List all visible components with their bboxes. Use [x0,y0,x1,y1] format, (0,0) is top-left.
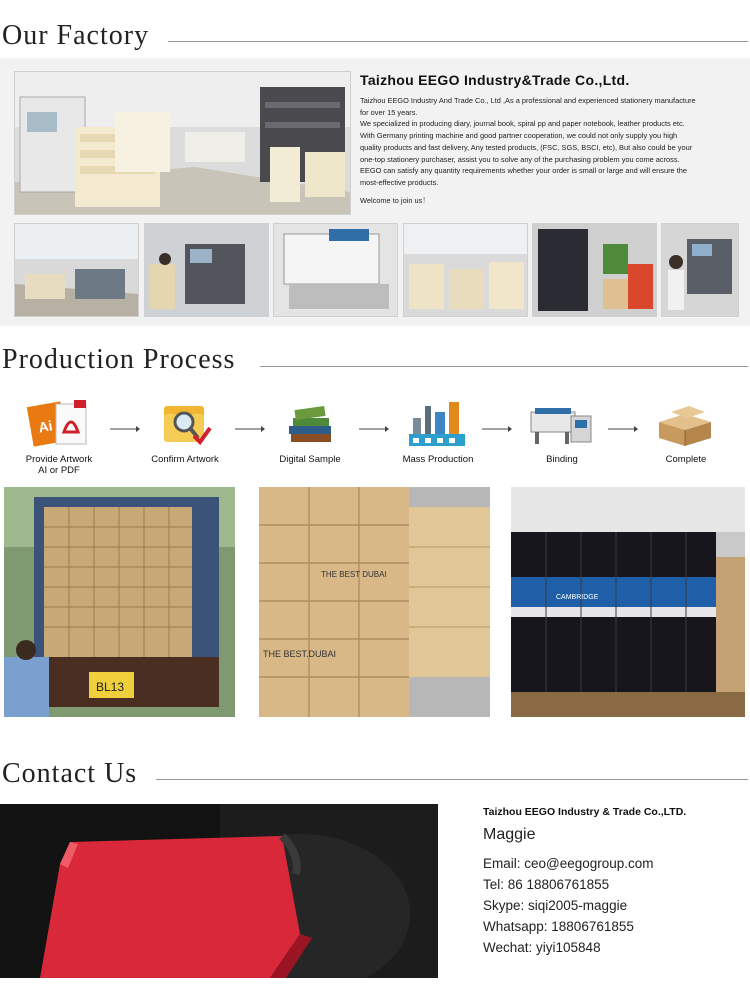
company-paragraph: We specialized in producing diary, journal book, spiral pp and paper notebook, leather products etc. With Germany printing machine and good partner cooperation, we could not only supply you high quality products and fast delivery, Any tested products, (FSC, SGS, BSCI, etc), But also could be your one-top stationery purchaser, assist you to solve any of the purchasing problem you come across. [360,119,693,164]
boxes-icon [651,398,721,450]
process-step-mass-production [383,398,493,465]
company-name: Taizhou EEGO Industry&Trade Co.,Ltd. [360,72,630,88]
contact-whatsapp: Whatsapp: 18806761855 [483,919,634,934]
pallet-boxes-photo [511,487,745,717]
factory-thumbnail-warehouse [14,223,139,317]
factory-icon [403,398,473,450]
boxes-warehouse-photo [259,487,490,717]
title-divider [260,366,748,367]
box-label-text: THE BEST.DUBAI [263,649,337,659]
title-divider [168,41,748,42]
contact-email[interactable]: Email: ceo@eegogroup.com [483,856,654,871]
books-icon [275,398,345,450]
process-step-label: Binding [546,454,578,465]
title-divider [156,779,748,780]
red-notebook-photo [0,804,438,978]
company-paragraph: EEGO can satisfy any quantity requirements whether your order is small or large and will ensure the most-effective products. [360,166,687,187]
company-paragraph: Taizhou EEGO Industry And Trade Co., Ltd ,As a professional and experienced stationery manufacture for over 15 years. [360,96,696,117]
process-step-label: Provide Artwork AI or PDF [25,454,93,476]
box-label-text: THE BEST DUBAI [321,570,387,579]
factory-main-photo [14,71,351,215]
process-step-label: Confirm Artwork [151,454,219,465]
section-title-process: Production Process [2,344,236,375]
section-title-factory: Our Factory [2,20,150,51]
container-loading-photo [4,487,235,717]
contact-tel: Tel: 86 18806761855 [483,877,610,892]
company-description [360,95,700,206]
folder-magnifier-icon [150,398,220,450]
contact-company: Taizhou EEGO Industry & Trade Co.,LTD. [483,806,687,818]
process-step-confirm [130,398,240,465]
process-step-label: Mass Production [402,454,474,465]
factory-thumbnail-machine [273,223,398,317]
binding-machine-icon [527,398,597,450]
process-step-artwork [4,398,114,476]
company-welcome: Welcome to join us！ [360,195,430,205]
process-step-complete [631,398,741,465]
contact-name: Maggie [483,826,536,843]
contact-skype: Skype: siqi2005-maggie [483,898,628,913]
factory-thumbnail-stock [403,223,528,317]
process-step-binding [507,398,617,465]
svg-text:Ai: Ai [37,417,54,436]
contact-wechat: Wechat: yiyi105848 [483,940,601,955]
factory-thumbnail-worker [144,223,269,317]
artwork-file-icon [24,398,94,450]
process-step-sample [255,398,365,465]
brand-text: CAMBRIDGE [556,594,599,601]
plate-text: BL13 [96,680,125,694]
factory-thumbnail-boxes [532,223,657,317]
section-title-contact: Contact Us [2,758,138,789]
process-step-label: Complete [665,454,707,465]
factory-thumbnail-operator [661,223,739,317]
process-step-label: Digital Sample [279,454,341,465]
